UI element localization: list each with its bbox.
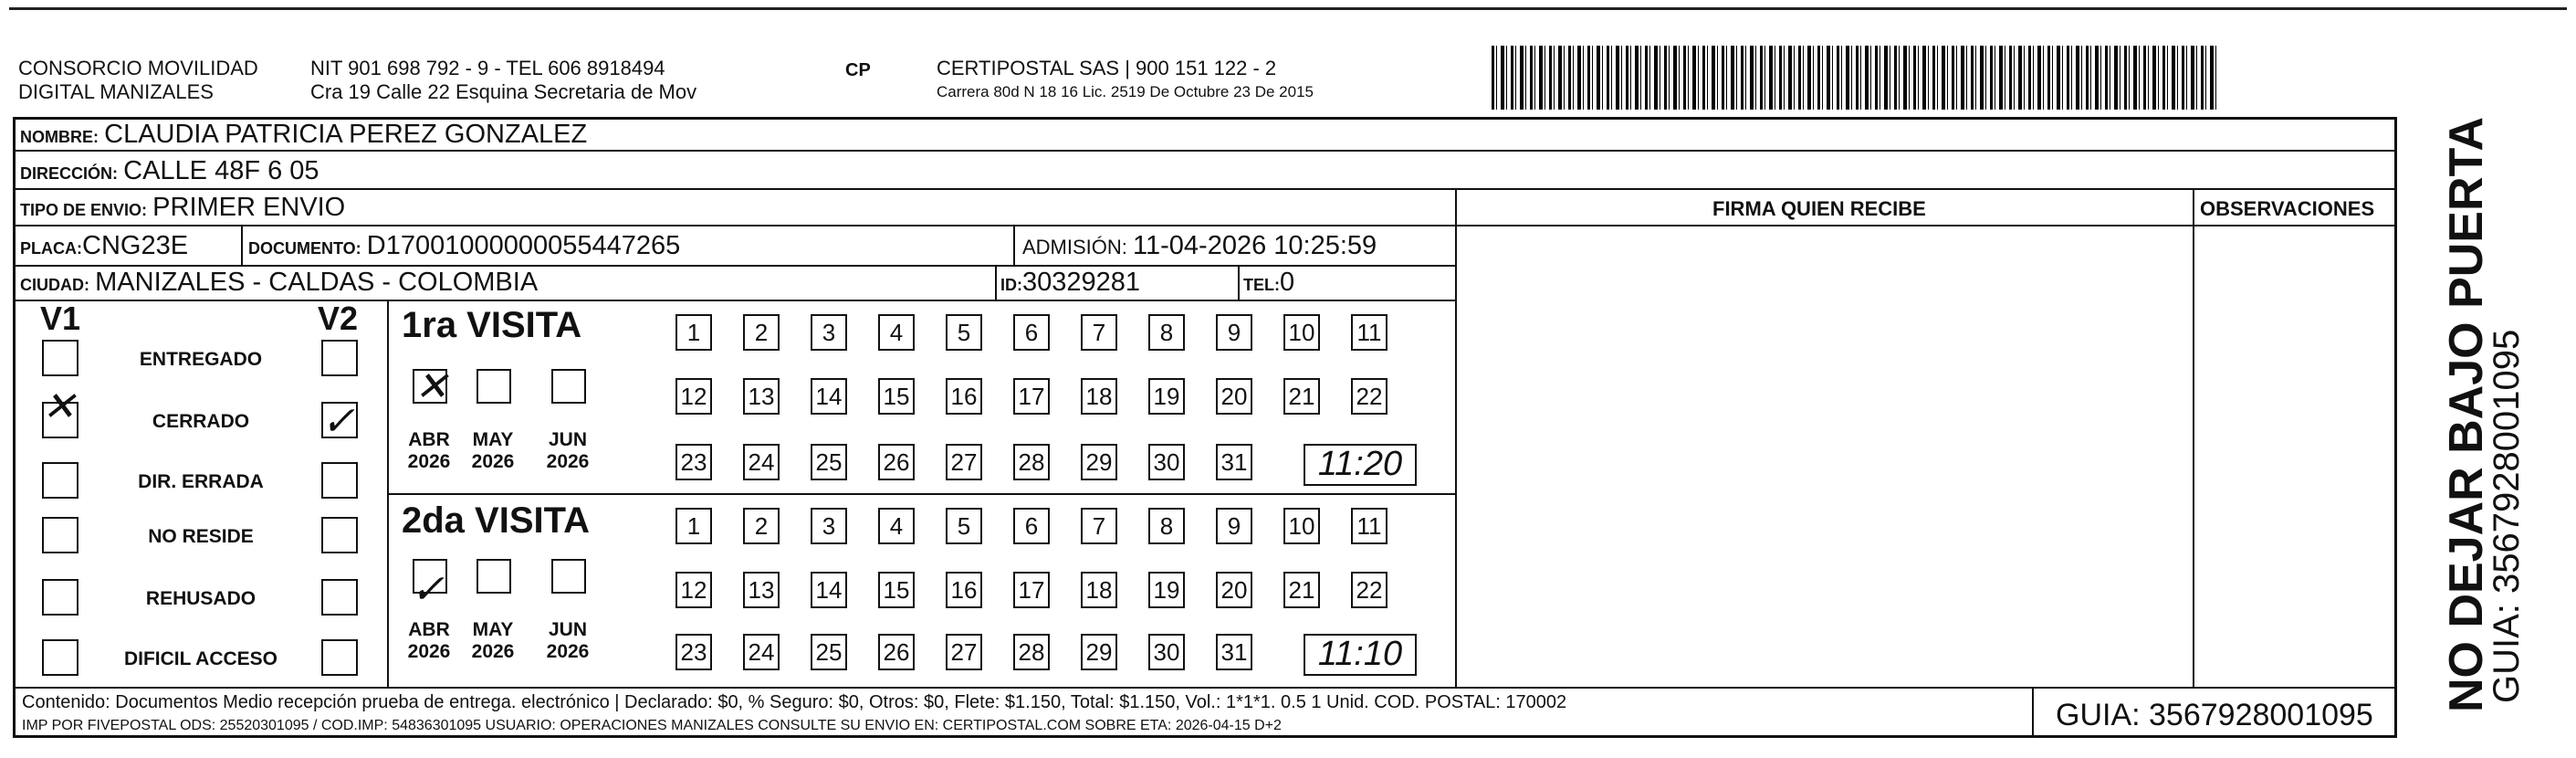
second-visit-day-box[interactable]: 28 (1013, 634, 1050, 670)
first-visit-day-box[interactable]: 13 (743, 378, 780, 415)
second-visit-day-box[interactable]: 29 (1081, 634, 1117, 670)
first-visit-day-box[interactable]: 11 (1351, 314, 1387, 351)
signature-area[interactable] (1461, 228, 2189, 685)
month-label (540, 429, 595, 473)
company-name: CONSORCIO MOVILIDAD DIGITAL MANIZALES (18, 57, 258, 103)
first-visit-day-box[interactable]: 3 (811, 314, 847, 351)
tel-field: TEL:0 (1243, 268, 1295, 297)
month-year: 2026 (471, 451, 515, 472)
ciudad-field: CIUDAD: MANIZALES - CALDAS - COLOMBIA (20, 268, 539, 297)
first-visit-day-box[interactable]: 26 (878, 444, 915, 480)
second-visit-day-box[interactable]: 16 (946, 572, 982, 608)
v1-header: V1 (40, 300, 81, 337)
first-visit-day-box[interactable]: 8 (1148, 314, 1185, 351)
second-visit-day-box[interactable]: 4 (878, 508, 915, 544)
first-visit-day-box[interactable]: 17 (1013, 378, 1050, 415)
v2-checkbox[interactable] (321, 579, 358, 616)
second-visit-day-box[interactable]: 13 (743, 572, 780, 608)
second-visit-day-box[interactable]: 9 (1216, 508, 1252, 544)
v2-checkbox[interactable] (321, 639, 358, 676)
second-visit-hour[interactable]: 11:10 (1304, 634, 1417, 676)
second-visit-day-box[interactable]: 20 (1216, 572, 1252, 608)
direccion-field: DIRECCIÓN: CALLE 48F 6 05 (20, 156, 319, 185)
status-option-label: ENTREGADO (139, 349, 263, 370)
second-visit-day-box[interactable]: 19 (1148, 572, 1185, 608)
month-year: 2026 (546, 641, 590, 662)
first-visit-title: 1ra VISITA (402, 305, 582, 345)
v1-checkbox[interactable] (42, 462, 79, 499)
month-year: 2026 (546, 451, 590, 472)
month-label (540, 619, 595, 663)
second-visit-day-box[interactable]: 5 (946, 508, 982, 544)
month-name: JUN (548, 429, 587, 450)
month-checkbox[interactable] (551, 559, 586, 594)
second-visit-day-box[interactable]: 14 (811, 572, 847, 608)
month-name: JUN (548, 619, 587, 640)
month-label (402, 429, 456, 473)
v2-cerrado-check-icon: ✓ (321, 399, 355, 444)
first-visit-day-box[interactable]: 16 (946, 378, 982, 415)
v1-checkbox[interactable] (42, 517, 79, 553)
second-visit-day-box[interactable]: 15 (878, 572, 915, 608)
firma-column-header: FIRMA QUIEN RECIBE (1712, 197, 1926, 220)
month-name: ABR (408, 619, 450, 640)
month-label (402, 619, 456, 663)
second-visit-day-box[interactable]: 10 (1283, 508, 1320, 544)
v1-checkbox[interactable] (42, 340, 79, 376)
first-visit-day-box[interactable]: 19 (1148, 378, 1185, 415)
second-visit-title: 2da VISITA (402, 500, 590, 541)
side-guia-text: GUIA: 3567928001095 (2487, 329, 2527, 703)
imp-text: IMP POR FIVEPOSTAL ODS: 25520301095 / COD.IMP: 54836301095 USUARIO: OPERACIONES MANIZALES CONSULTE SU ENVIO EN: CERTIPOSTAL.COM SOBRE ETA: 2026-04-15 D+2 (22, 718, 1282, 733)
courier-info: CERTIPOSTAL SAS | 900 151 122 - 2 Carrera 80d N 18 16 Lic. 2519 De Octubre 23 De 2015 (937, 57, 1314, 100)
second-visit-day-box[interactable]: 23 (675, 634, 712, 670)
first-visit-day-box[interactable]: 7 (1081, 314, 1117, 351)
month-checkbox[interactable] (476, 559, 511, 594)
status-option-label: DIR. ERRADA (138, 471, 264, 492)
second-visit-day-box[interactable]: 31 (1216, 634, 1252, 670)
top-border (9, 7, 2567, 10)
observaciones-column-header: OBSERVACIONES (2200, 197, 2375, 220)
contenido-text: Contenido: Documentos Medio recepción prueba de entrega. electrónico | Declarado: $0, % Seguro: $0, Otros: $0, Flete: $1.150, Total: $1.150, Vol.: 1*1*1. 0.5 1 Unid. COD. POSTAL: 170002 (22, 692, 1567, 712)
first-visit-day-box[interactable]: 21 (1283, 378, 1320, 415)
second-visit-day-box[interactable]: 22 (1351, 572, 1387, 608)
second-visit-day-box[interactable]: 21 (1283, 572, 1320, 608)
month-name: ABR (408, 429, 450, 450)
first-visit-day-box[interactable]: 29 (1081, 444, 1117, 480)
second-visit-day-box[interactable]: 25 (811, 634, 847, 670)
month-year: 2026 (407, 451, 451, 472)
second-visit-day-box[interactable]: 11 (1351, 508, 1387, 544)
month-name: MAY (472, 429, 514, 450)
month-label (466, 619, 520, 663)
nombre-field: NOMBRE: CLAUDIA PATRICIA PEREZ GONZALEZ (20, 120, 588, 149)
first-visit-day-box[interactable]: 9 (1216, 314, 1252, 351)
first-visit-day-box[interactable]: 4 (878, 314, 915, 351)
second-visit-day-box[interactable]: 27 (946, 634, 982, 670)
second-visit-abr-check-icon: ✓ (411, 567, 445, 612)
first-visit-day-box[interactable]: 27 (946, 444, 982, 480)
footer-guia: GUIA: 3567928001095 (2056, 698, 2373, 732)
second-visit-day-box[interactable]: 6 (1013, 508, 1050, 544)
v1-checkbox[interactable] (42, 639, 79, 676)
second-visit-day-box[interactable]: 12 (675, 572, 712, 608)
v2-header: V2 (318, 300, 359, 337)
first-visit-day-box[interactable]: 23 (675, 444, 712, 480)
first-visit-hour[interactable]: 11:20 (1304, 444, 1417, 486)
second-visit-day-box[interactable]: 17 (1013, 572, 1050, 608)
first-visit-abr-check-icon: ✕ (414, 364, 448, 409)
status-option-label: CERRADO (152, 411, 250, 432)
month-label (466, 429, 520, 473)
placa-field: PLACA:CNG23E (20, 231, 189, 260)
status-option-label: NO RESIDE (148, 526, 254, 547)
v2-checkbox[interactable] (321, 517, 358, 553)
tipo-envio-field: TIPO DE ENVIO: PRIMER ENVIO (20, 193, 346, 222)
first-visit-day-box[interactable]: 1 (675, 314, 712, 351)
first-visit-day-box[interactable]: 10 (1283, 314, 1320, 351)
no-dejar-bajo-puerta-text: NO DEJAR BAJO PUERTA (2440, 116, 2493, 712)
second-visit-day-box[interactable]: 26 (878, 634, 915, 670)
first-visit-day-box[interactable]: 5 (946, 314, 982, 351)
first-visit-day-box[interactable]: 30 (1148, 444, 1185, 480)
month-year: 2026 (407, 641, 451, 662)
month-year: 2026 (471, 641, 515, 662)
v2-checkbox[interactable] (321, 462, 358, 499)
first-visit-day-box[interactable]: 20 (1216, 378, 1252, 415)
second-visit-day-box[interactable]: 8 (1148, 508, 1185, 544)
second-visit-day-box[interactable]: 30 (1148, 634, 1185, 670)
first-visit-day-box[interactable]: 12 (675, 378, 712, 415)
admision-field: ADMISIÓN: 11-04-2026 10:25:59 (1022, 231, 1377, 260)
first-visit-day-box[interactable]: 22 (1351, 378, 1387, 415)
second-visit-day-box[interactable]: 2 (743, 508, 780, 544)
barcode (1492, 46, 2218, 110)
status-option-label: DIFICIL ACCESO (123, 648, 277, 669)
first-visit-day-box[interactable]: 31 (1216, 444, 1252, 480)
second-visit-day-box[interactable]: 24 (743, 634, 780, 670)
first-visit-day-box[interactable]: 18 (1081, 378, 1117, 415)
second-visit-day-box[interactable]: 18 (1081, 572, 1117, 608)
v2-checkbox[interactable] (321, 340, 358, 376)
second-visit-day-box[interactable]: 1 (675, 508, 712, 544)
first-visit-day-box[interactable]: 25 (811, 444, 847, 480)
v1-checkbox[interactable] (42, 579, 79, 616)
v1-cerrado-check-icon: ✕ (42, 384, 76, 429)
first-visit-day-box[interactable]: 28 (1013, 444, 1050, 480)
company-contact: NIT 901 698 792 - 9 - TEL 606 8918494 Cra 19 Calle 22 Esquina Secretaria de Mov (310, 57, 697, 103)
month-checkbox[interactable] (551, 369, 586, 404)
id-field: ID:30329281 (1000, 268, 1141, 297)
courier-logo-icon: CP (845, 60, 871, 80)
first-visit-day-box[interactable]: 2 (743, 314, 780, 351)
first-visit-day-box[interactable]: 6 (1013, 314, 1050, 351)
month-name: MAY (472, 619, 514, 640)
documento-field: DOCUMENTO: D17001000000055447265 (248, 231, 681, 260)
second-visit-day-box[interactable]: 7 (1081, 508, 1117, 544)
first-visit-day-box[interactable]: 24 (743, 444, 780, 480)
first-visit-day-box[interactable]: 14 (811, 378, 847, 415)
second-visit-day-box[interactable]: 3 (811, 508, 847, 544)
month-checkbox[interactable] (476, 369, 511, 404)
observations-area[interactable] (2196, 228, 2393, 685)
status-option-label: REHUSADO (145, 588, 257, 609)
first-visit-day-box[interactable]: 15 (878, 378, 915, 415)
